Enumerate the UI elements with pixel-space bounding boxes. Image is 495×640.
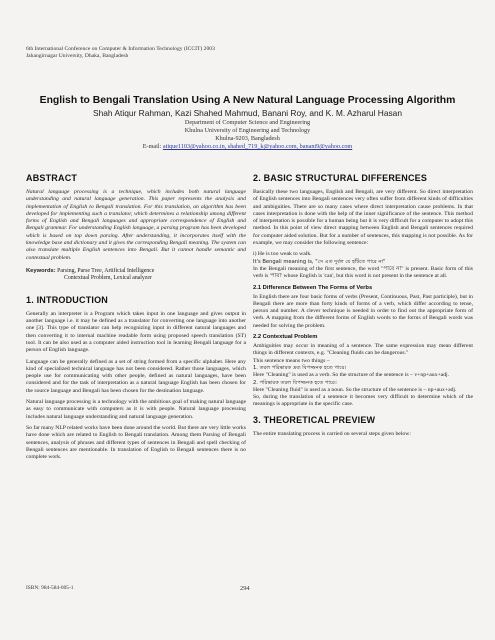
affiliation	[0, 119, 495, 151]
abstract-text: Natural language processing is a technique, which includes both natural language understanding and natural language generation. This paper represents the analysis and implementation of English to Bengali translation. For this translation, an algorithm has been developed for implementing such a translator, which determines a relationship among different forms of English and Bengali languages and appropriate correspondence of English and Bengali grammar. For understanding English language, a parsing program has been developed which is based on top down parsing. After understanding, it incorporates itself with the knowledge base and dictionary and it gives the corresponding Bengali meaning. The system can also translate multiple English sentences into Bengali. But it cannot handle semantic and contextual problem.	[26, 189, 246, 261]
section2-2-paragraph: This sentence means two things –	[253, 357, 330, 364]
abstract-heading: ABSTRACT	[26, 173, 78, 183]
paper-title: English to Bengali Translation Using A New Natural Language Processing Algorithm	[39, 95, 456, 106]
conference-header	[26, 46, 215, 60]
intro-paragraph: So far many NLP related works have been done around the world. But there are very little works have done which are related to English to Bengali translation. Among them Parsing of Bengali sentences, analysis of phrases and different types of sentences in Bengali and spell checking of Bengali sentences are mentionable. In translation of English to Bengali sentences there is no complete work.	[26, 424, 246, 461]
conference-name: 6th International Conference on Computer & Information Technology (ICCIT) 2003	[26, 46, 215, 52]
subsection-2-1-heading: 2.1 Difference Between The Forms of Verbs	[253, 284, 373, 291]
email-prefix: E-mail:	[142, 143, 163, 150]
section3-paragraph: The entire translating process is carried on several steps given below:	[253, 430, 411, 437]
bengali-meaning-2: 2. পরিষ্কারক তরল বিপজ্জনক হতে পারে।	[253, 379, 337, 386]
section2-1-paragraph: In English there are four basic forms of verbs (Present, Continuous, Past, Past participle), but in Bengali there are more than forty kinds of forms of a verb, which differ according to tense, person and number. A clever technique is needed in order to find out the appropriate form of verb. A mapping from the different forms of English words to the forms of Bengali words was needed for solving the problem.	[253, 293, 473, 329]
keywords-label: Keywords:	[26, 267, 56, 274]
intro-paragraph: Generally an interpreter is a Program which takes input in one language and gives output in another language i.e. it may be defined as a translator for converting one language into another one [3]. This type of translator can help recognizing input in different natural languages and then converting it to internal machine readable form using proposed speech translation (ST) tool. It can be also used as a computer aided instruction tool in learning Bengali language for a person of English language.	[26, 310, 246, 354]
abstract-section	[26, 173, 246, 262]
example-sentence: i) He is too weak to walk.	[253, 251, 312, 258]
footer-isbn: ISBN: 984-584-005-1	[26, 585, 74, 591]
bengali-meaning-1: 1. তরল পরিষ্কারক দ্রব্য বিপজ্জনক হতে পারে।	[253, 364, 347, 371]
section2-2-paragraph: Here "Cleaning" is used as a verb. So the structure of the sentence is – v+np+aux+adj.	[253, 372, 450, 379]
introduction-section	[26, 295, 246, 462]
section2-paragraph: Basically these two languages, English and Bengali, are very different. So direct interpretation of English sentences into Bengali sentences very often suffer from different kinds of difficulties and ambiguities. There are so many cases where direct interpretation cause problems. In that cases interpretation is done with the help of the inner significance of the sentence. This method of interpretation is possible for a human being but it is very difficult for a computer to adopt this method. In this point of view direct mapping between English and Bengali sentences required for computer aided solution. But for a number of sentences, this mapping is not possible. As for example, we may consider the following sentence:	[253, 189, 473, 247]
section2-heading: 2. BASIC STRUCTURAL DIFFERENCES	[253, 173, 428, 183]
section2-paragraph: In the Bengali meaning of the first sentence, the word "পারে না" is present. Basic form of this verb is 'পারা' whose English is 'can', but this word is not present in the sentence at all.	[253, 265, 473, 280]
intro-paragraph: Natural language processing is a technology with the ambitious goal of making natural language as easy to communicate with computers as it is with people. Natural language processing includes natural language understanding and natural language generation.	[26, 399, 246, 420]
example-bengali-meaning: It's Bengali meaning is, "সে এত দুর্বল যে হাঁটতে পারে না"	[253, 258, 386, 265]
affiliation-university: Khulna University of Engineering and Technology	[184, 127, 311, 134]
affiliation-department: Department of Computer Science and Engineering	[184, 119, 311, 126]
subsection-2-2-heading: 2.2 Contextual Problem	[253, 334, 318, 341]
left-column	[26, 173, 246, 465]
conference-venue: Jahangirnagar University, Dhaka, Bangladesh	[26, 53, 129, 59]
section2-2-paragraph: Here "Cleaning fluid" is used as a noun. So the structure of the sentence is – np+aux+adj.	[253, 386, 457, 393]
page-number: 294	[240, 585, 250, 592]
keywords-line-1: Parsing, Parse Tree, Artificial Intelligence	[57, 267, 155, 274]
affiliation-address: Khulna-9203, Bangladesh	[215, 135, 280, 142]
section3-heading: 3. THEORETICAL PREVIEW	[253, 414, 376, 425]
section2-2-paragraph: Ambiguities may occur in meaning of a sentence. The same expression may mean different things in different contexts, e.g. "Cleaning fluids can be dangerous."	[253, 343, 473, 357]
keywords-line-2: Contextual Problem, Lexical analyzer	[64, 275, 152, 282]
right-column	[253, 173, 473, 442]
keywords	[26, 268, 246, 283]
email-link[interactable]: atique1103@yahoo.co.in, shahed_719_k@yahoo.com, banani9@yahoo.com	[162, 143, 353, 150]
section2-2-paragraph: So, during the translation of a sentence it becomes very difficult to determine which of the meanings is appropriate in the specific case.	[253, 394, 473, 408]
introduction-heading: 1. INTRODUCTION	[26, 294, 109, 305]
paper-authors: Shah Atiqur Rahman, Kazi Shahed Mahmud, Banani Roy, and K. M. Azharul Hasan	[93, 108, 402, 118]
email-line	[0, 143, 495, 151]
intro-paragraph: Language can be generally defined as a set of string formed from a specific alphabet. Here any kind of specialized technical language has not been considered. Rather those languages, which people use for communicating with other people, defined as natural languages, have been considered and for the task of interpretation as a natural language English has been chosen for the source language and Bengali has been chosen for the destination language.	[26, 358, 246, 394]
